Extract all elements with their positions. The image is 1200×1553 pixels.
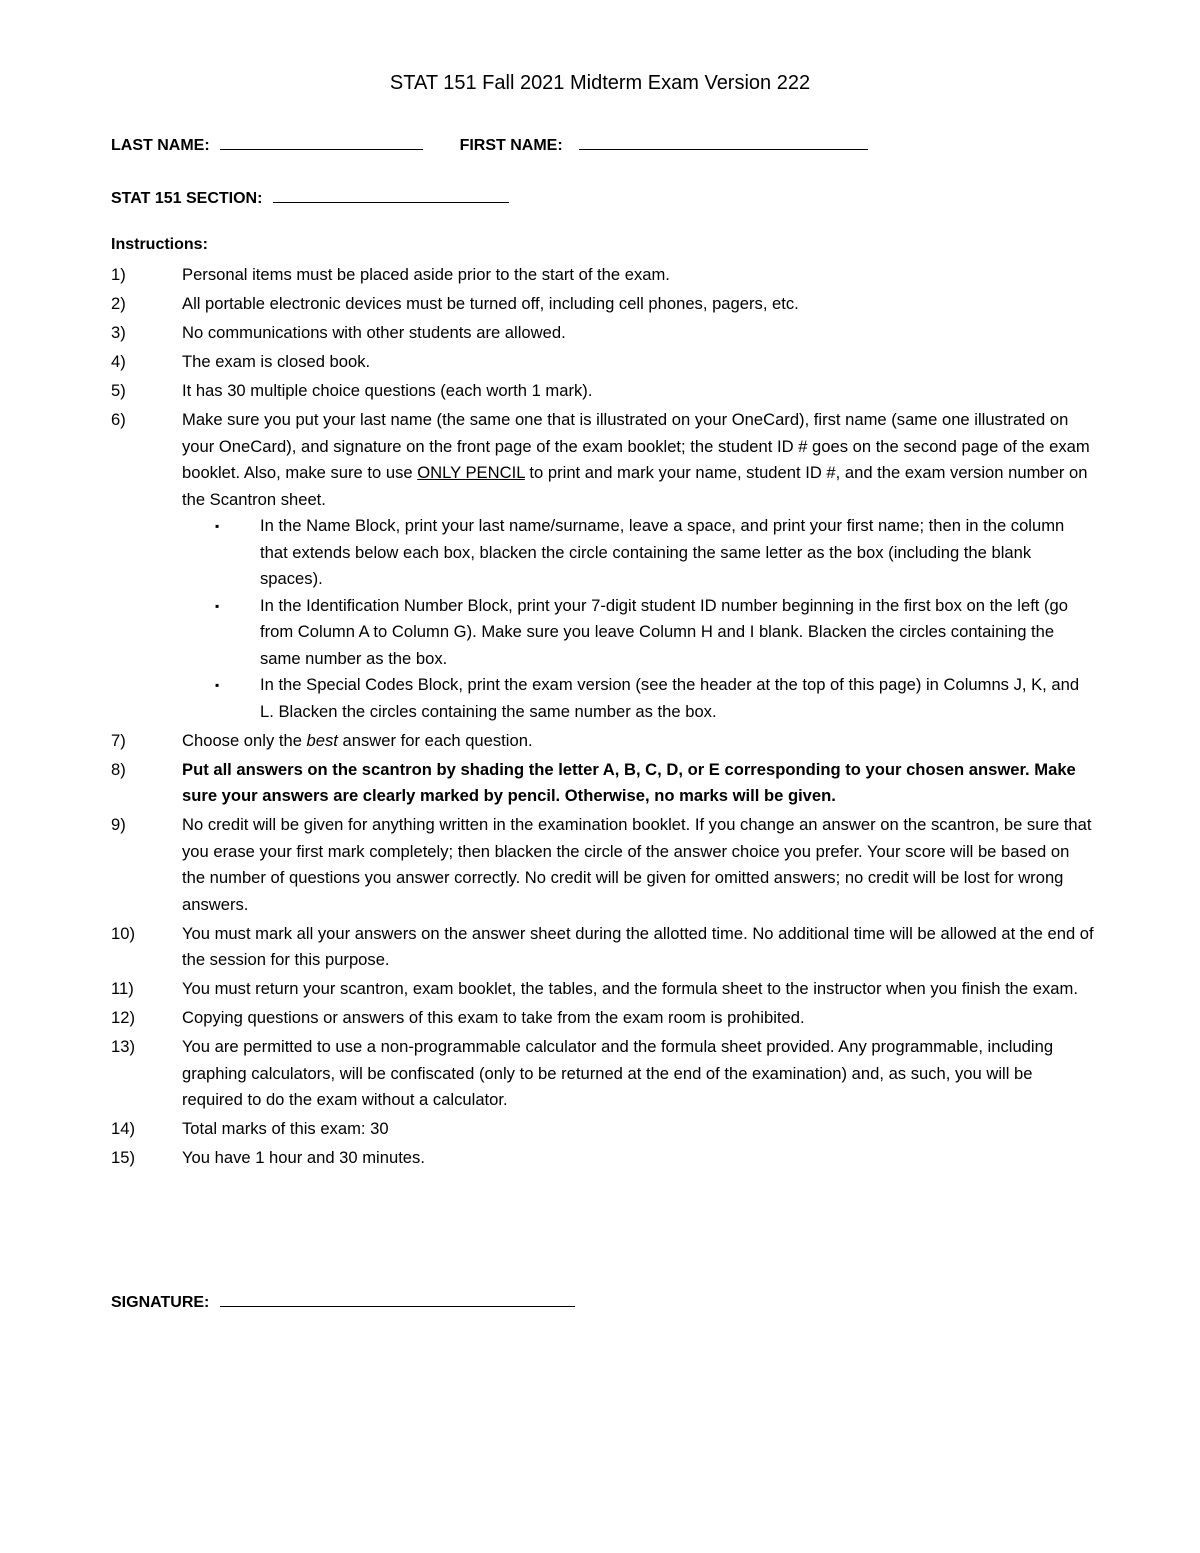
list-item: 12) Copying questions or answers of this exam to take from the exam room is prohibited. (111, 1008, 805, 1027)
exam-title: STAT 151 Fall 2021 Midterm Exam Version 222 (389, 72, 811, 94)
instructions-heading: Instructions: (111, 236, 208, 253)
signature-line[interactable] (220, 1290, 575, 1307)
only-pencil-emphasis: ONLY PENCIL (417, 463, 525, 482)
list-item: 1) Personal items must be placed aside prior to the start of the exam. (111, 265, 670, 284)
list-item: 10) You must mark all your answers on the answer sheet during the allotted time. No additional time will be allowed at the end of the session for this purpose. (111, 923, 1094, 969)
list-item: 6) Make sure you put your last name (the same one that is illustrated on your OneCard), first name (same one illustrated on your OneCard), and signature on the front page of the exam booklet; the student ID # goes on the second page of the exam booklet. Also, make sure to use ONLY PENCIL to print and mark your name, student ID #, and the exam version number on the Scantron sheet. ▪ In the Name Block, print your last name/surname, leave a space, and print your first name; then in the column that extends below each box, blacken the circle containing the same letter as the box (including the blank spaces). ▪ In the Identification Number Block, print your 7-digit student ID number beginning in the first box on the left (go from Column A to Column G). Make sure you leave Column H and I blank. Blacken the circles containing the same number as the box. ▪ In the Special Codes Block, print the exam version (see the header at the top of this page) in Columns J, K, and L. Blacken the circles containing the same number as the box. (111, 407, 1096, 725)
signature-label: SIGNATURE: (111, 1294, 210, 1311)
section-row (111, 186, 509, 208)
list-item: 5) It has 30 multiple choice questions (each worth 1 mark). (111, 381, 593, 400)
list-item: 14) Total marks of this exam: 30 (111, 1119, 389, 1138)
sub-list-item: ▪ In the Name Block, print your last name/surname, leave a space, and print your first name; then in the column that extends below each box, blacken the circle containing the same letter as the box (including the blank spaces). (182, 513, 1096, 593)
first-name-label: FIRST NAME: (459, 137, 563, 154)
signature-row (111, 1290, 575, 1312)
list-item: 7) Choose only the best answer for each question. (111, 730, 533, 750)
section-line[interactable] (273, 186, 509, 203)
list-item: 13) You are permitted to use a non-programmable calculator and the formula sheet provided. Any programmable, including graphing calculators, will be confiscated (only to be returned at the end of the examination) and, as such, you will be required to do the exam without a calculator. (111, 1037, 1054, 1109)
first-name-line[interactable] (579, 133, 868, 150)
list-item: 8) Put all answers on the scantron by shading the letter A, B, C, D, or E corresponding to your chosen answer. Make sure your answers are clearly marked by pencil. Otherwise, no marks will be given. (111, 759, 1076, 805)
last-name-line[interactable] (220, 133, 423, 150)
bullet-icon: ▪ (215, 678, 220, 692)
last-name-label: LAST NAME: (111, 137, 210, 154)
list-item: 2) All portable electronic devices must be turned off, including cell phones, pagers, etc. (111, 294, 799, 313)
list-item: 15) You have 1 hour and 30 minutes. (111, 1148, 425, 1167)
bullet-icon: ▪ (215, 598, 220, 613)
bullet-icon: ▪ (215, 519, 220, 533)
name-row (111, 133, 868, 155)
list-item: 4) The exam is closed book. (111, 352, 371, 371)
section-label: STAT 151 SECTION: (111, 190, 263, 207)
sub-list-item: ▪ In the Identification Number Block, print your 7-digit student ID number beginning in the first box on the left (go from Column A to Column G). Make sure you leave Column H and I blank. Blacken the circles containing the same number as the box. (182, 593, 1096, 673)
list-item: 3) No communications with other students are allowed. (111, 323, 566, 342)
list-item: 11) You must return your scantron, exam booklet, the tables, and the formula sheet to the instructor when you finish the exam. (111, 979, 1078, 998)
instructions-list (111, 262, 1096, 1174)
sub-list (182, 513, 1096, 725)
list-item: 9) No credit will be given for anything written in the examination booklet. If you change an answer on the scantron, be sure that you erase your first mark completely; then blacken the circle of the answer choice you prefer. Your score will be based on the number of questions you answer correctly. No credit will be given for omitted answers; no credit will be lost for wrong answers. (111, 815, 1092, 914)
sub-list-item: ▪ In the Special Codes Block, print the exam version (see the header at the top of this page) in Columns J, K, and L. Blacken the circles containing the same number as the box. (182, 672, 1096, 725)
